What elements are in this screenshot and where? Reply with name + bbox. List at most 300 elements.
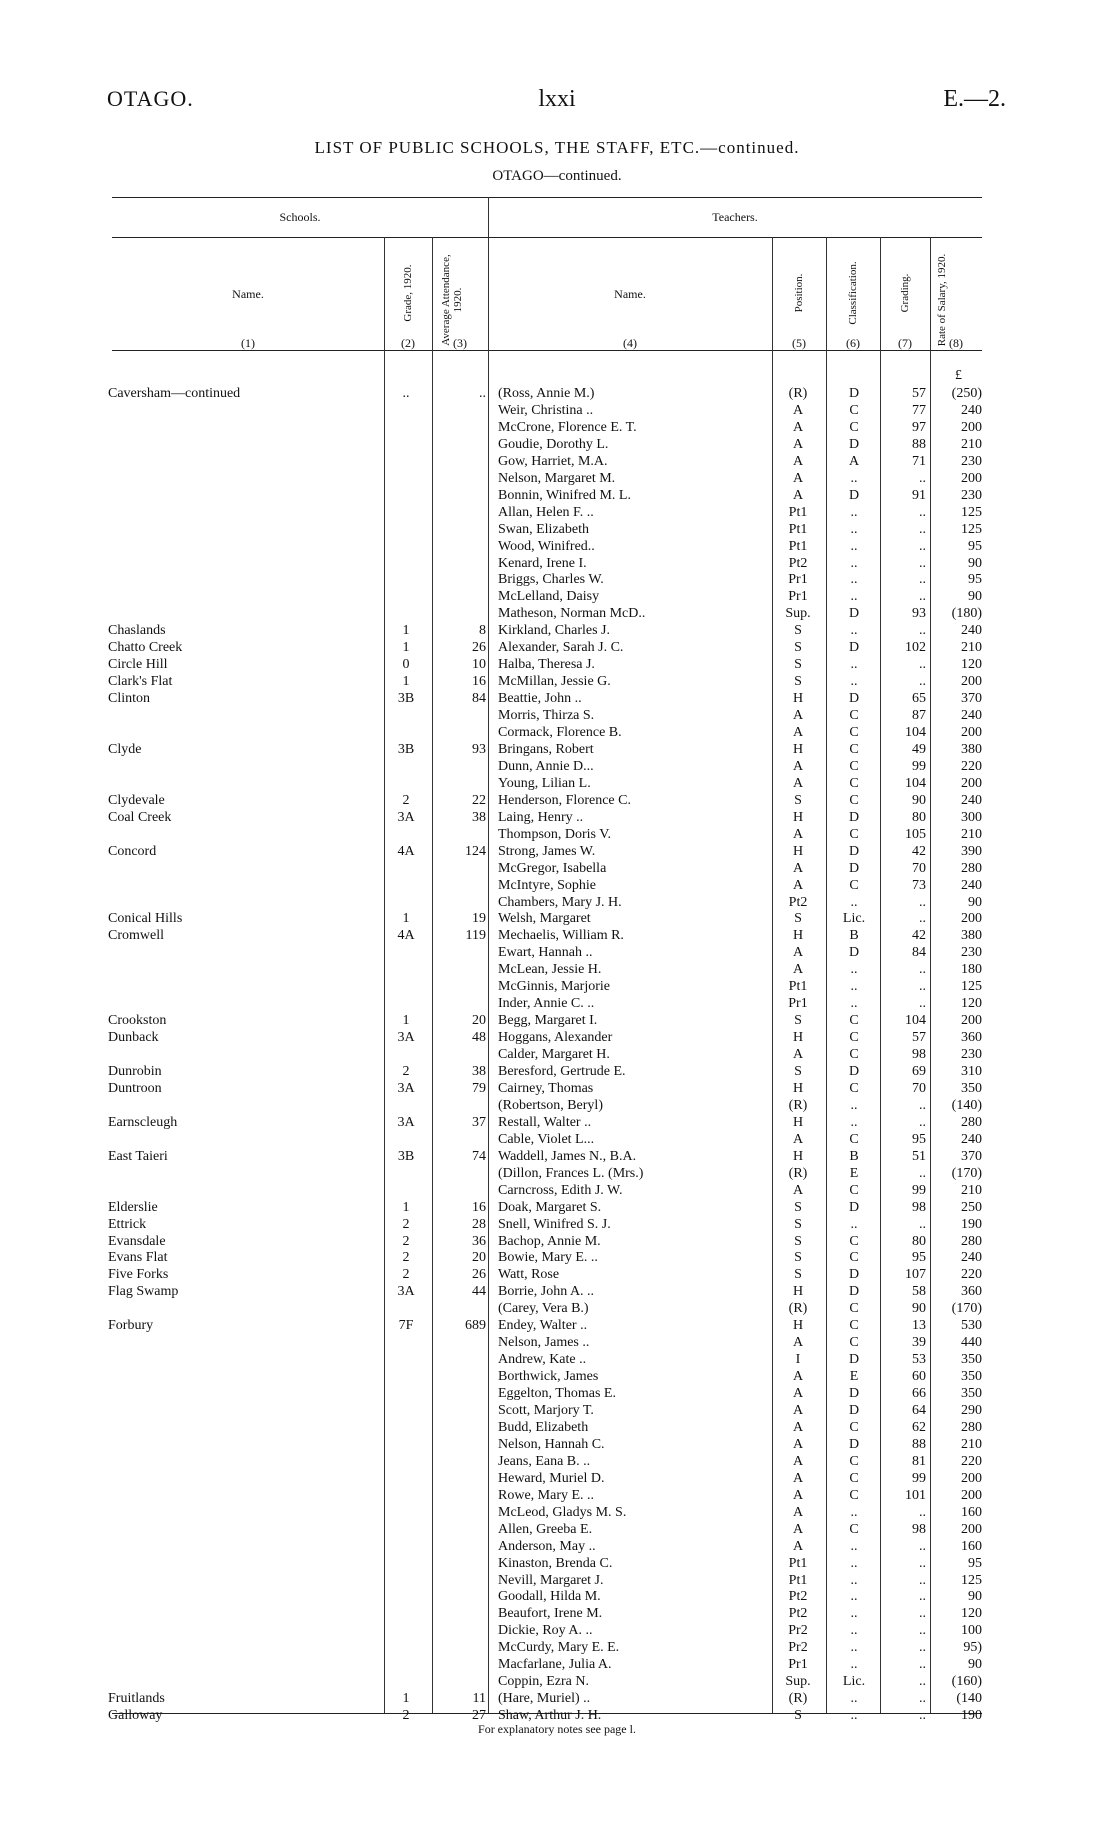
salary-rate: 240: [961, 402, 982, 418]
teacher-grading: ..: [919, 1216, 926, 1232]
table-row: [0, 1097, 1114, 1114]
teacher-grading: ..: [919, 962, 926, 978]
teacher-grading: 101: [905, 1487, 926, 1503]
school-name: Crookston: [108, 1013, 167, 1029]
teacher-classification: ..: [850, 962, 858, 978]
salary-rate: 370: [961, 1148, 982, 1164]
teacher-name: Alexander, Sarah J. C.: [498, 640, 624, 656]
salary-rate: 280: [961, 1114, 982, 1130]
teacher-position: A: [792, 402, 804, 418]
column-number-5: (5): [792, 336, 806, 350]
teacher-classification: C: [849, 1047, 859, 1063]
school-name: Evansdale: [108, 1233, 166, 1249]
teacher-classification: C: [849, 725, 859, 740]
teacher-grading: 70: [912, 1080, 926, 1096]
teacher-grading: ..: [919, 1640, 926, 1656]
teacher-classification: A: [848, 453, 860, 469]
salary-rate: 240: [961, 623, 982, 639]
teacher-name: Nelson, James ..: [498, 1335, 590, 1351]
teacher-classification: C: [849, 1487, 859, 1503]
salary-rate: 290: [961, 1403, 982, 1418]
average-attendance: 22: [472, 792, 486, 808]
teacher-grading: ..: [919, 1114, 926, 1130]
table-row: [0, 622, 1114, 639]
teacher-grading: ..: [919, 674, 926, 690]
salary-rate: 240: [961, 877, 982, 893]
table-row: [0, 1266, 1114, 1283]
teacher-grading: 13: [912, 1318, 926, 1334]
teacher-grading: ..: [919, 470, 926, 486]
teacher-grading: ..: [919, 1691, 926, 1707]
teacher-classification: C: [849, 1301, 859, 1317]
column-header-classification: Classification.: [847, 261, 859, 325]
table-row: [0, 1419, 1114, 1436]
table-row: [0, 724, 1114, 741]
table-row: [0, 1521, 1114, 1538]
teacher-name: Watt, Rose: [498, 1267, 560, 1283]
teacher-grading: 95: [912, 1131, 926, 1147]
salary-rate: 220: [961, 758, 982, 774]
teacher-name: (Hare, Muriel) ..: [498, 1691, 591, 1707]
teacher-name: Shaw, Arthur J. H.: [498, 1708, 602, 1724]
school-grade: 1: [402, 911, 410, 927]
teacher-position: A: [792, 758, 804, 774]
teacher-name: Halba, Theresa J.: [498, 657, 595, 673]
page-number: lxxi: [538, 86, 576, 112]
teacher-classification: E: [849, 1165, 859, 1181]
teacher-position: S: [794, 623, 802, 639]
school-name: East Taieri: [108, 1148, 168, 1164]
teacher-name: Strong, James W.: [498, 843, 596, 859]
table-row: [0, 1131, 1114, 1148]
teacher-name: Endey, Walter ..: [498, 1318, 588, 1334]
teacher-classification: C: [849, 775, 859, 791]
teacher-grading: 99: [912, 1470, 926, 1486]
salary-rate: 280: [961, 860, 982, 876]
teacher-classification: C: [849, 758, 859, 774]
teacher-grading: ..: [919, 911, 926, 927]
footnote: For explanatory notes see page l.: [478, 1722, 636, 1736]
teacher-grading: 80: [912, 1233, 926, 1249]
table-row: [0, 690, 1114, 707]
average-attendance: 11: [472, 1691, 486, 1707]
salary-rate: 240: [961, 708, 982, 724]
average-attendance: 689: [465, 1318, 486, 1334]
teacher-grading: ..: [919, 1555, 926, 1571]
teacher-grading: 42: [912, 843, 926, 859]
table-top-rule: [112, 197, 982, 198]
teacher-name: Cairney, Thomas: [498, 1080, 594, 1096]
teacher-name: Gow, Harriet, M.A.: [498, 453, 608, 469]
salary-rate: 210: [961, 826, 982, 842]
teacher-name: Cormack, Florence B.: [498, 725, 622, 740]
table-row: [0, 1622, 1114, 1639]
teacher-position: H: [792, 1030, 804, 1046]
teacher-name: Nevill, Margaret J.: [498, 1572, 604, 1588]
teacher-position: S: [794, 674, 802, 690]
teacher-name: McLelland, Daisy: [498, 589, 600, 605]
salary-rate: 200: [961, 911, 982, 927]
teacher-classification: C: [849, 419, 859, 435]
teacher-grading: 84: [912, 945, 926, 961]
salary-rate: 240: [961, 792, 982, 808]
teacher-name: McLean, Jessie H.: [498, 962, 602, 978]
salary-rate: 350: [961, 1080, 982, 1096]
salary-rate: 200: [961, 674, 982, 690]
average-attendance: 20: [472, 1013, 486, 1029]
salary-rate: 350: [961, 1386, 982, 1402]
table-row: [0, 758, 1114, 775]
teacher-position: A: [792, 826, 804, 842]
salary-rate: 200: [961, 1470, 982, 1486]
teacher-position: A: [792, 1436, 804, 1452]
table-row: [0, 1182, 1114, 1199]
average-attendance: 16: [472, 674, 486, 690]
table-row: [0, 792, 1114, 809]
teacher-name: Allen, Greeba E.: [498, 1521, 593, 1537]
teacher-position: H: [792, 691, 804, 707]
salary-rate: 120: [961, 1606, 982, 1622]
teacher-classification: ..: [850, 1589, 858, 1605]
salary-rate: 210: [961, 1182, 982, 1198]
column-number-7: (7): [898, 336, 912, 350]
table-row: [0, 1351, 1114, 1368]
salary-rate: 95: [968, 572, 982, 588]
school-grade: 1: [402, 1691, 410, 1707]
salary-rate: 90: [968, 589, 982, 605]
teacher-name: Waddell, James N., B.A.: [498, 1148, 637, 1164]
teacher-position: H: [792, 1148, 804, 1164]
table-row: [0, 809, 1114, 826]
teacher-classification: C: [849, 1419, 859, 1435]
teacher-grading: 64: [912, 1403, 926, 1418]
teacher-name: Andrew, Kate ..: [498, 1352, 587, 1368]
teacher-position: S: [794, 1267, 802, 1283]
average-attendance: 124: [465, 843, 486, 859]
table-row: [0, 419, 1114, 436]
salary-rate: 240: [961, 1131, 982, 1147]
average-attendance: 38: [472, 809, 486, 825]
teacher-position: A: [792, 1403, 804, 1418]
teacher-position: S: [794, 1064, 802, 1079]
teacher-classification: ..: [850, 1691, 858, 1707]
table-row: [0, 1436, 1114, 1453]
teacher-classification: C: [849, 877, 859, 893]
teacher-classification: B: [849, 928, 859, 944]
table-row: [0, 1199, 1114, 1216]
table-row: [0, 843, 1114, 860]
teacher-classification: C: [849, 741, 859, 757]
teacher-name: Coppin, Ezra N.: [498, 1674, 589, 1690]
salary-rate: 390: [961, 843, 982, 859]
school-name: Fruitlands: [108, 1691, 165, 1707]
salary-rate: 200: [961, 1487, 982, 1503]
salary-rate: 190: [961, 1216, 982, 1232]
school-grade: 2: [402, 1267, 410, 1283]
teacher-classification: D: [848, 809, 860, 825]
teacher-position: Pr2: [788, 1640, 808, 1656]
currency-symbol: £: [955, 368, 962, 383]
average-attendance: 74: [472, 1148, 486, 1164]
teacher-classification: C: [849, 708, 859, 724]
teacher-name: Young, Lilian L.: [498, 775, 591, 791]
teacher-classification: ..: [850, 979, 858, 995]
teacher-grading: ..: [919, 572, 926, 588]
teacher-classification: ..: [850, 1657, 858, 1673]
teacher-grading: ..: [919, 555, 926, 571]
teacher-grading: ..: [919, 1674, 926, 1690]
teacher-position: Pt1: [788, 979, 808, 995]
teacher-classification: Lic.: [842, 1674, 866, 1690]
average-attendance: 79: [472, 1080, 486, 1096]
teacher-grading: ..: [919, 538, 926, 554]
salary-rate: 370: [961, 691, 982, 707]
teacher-position: Pt2: [788, 894, 808, 910]
teacher-classification: C: [849, 1030, 859, 1046]
column-number-3: (3): [453, 336, 467, 350]
teacher-name: Doak, Margaret S.: [498, 1199, 602, 1215]
teacher-name: Cable, Violet L...: [498, 1131, 595, 1147]
teacher-grading: 65: [912, 691, 926, 707]
salary-rate: 125: [961, 1572, 982, 1588]
teacher-position: A: [792, 487, 804, 503]
table-row: [0, 1402, 1114, 1419]
school-name: Forbury: [108, 1318, 154, 1334]
table-row: [0, 877, 1114, 894]
average-attendance: 10: [472, 657, 486, 673]
table-row: [0, 1639, 1114, 1656]
teacher-grading: 57: [912, 1030, 926, 1046]
salary-rate: 240: [961, 1250, 982, 1266]
salary-rate: 210: [961, 1436, 982, 1452]
teacher-grading: 90: [912, 792, 926, 808]
teacher-grading: 104: [905, 725, 926, 740]
teacher-grading: ..: [919, 1165, 926, 1181]
school-name: Duntroon: [108, 1080, 162, 1096]
salary-rate: 95: [968, 1555, 982, 1571]
teacher-position: Pr2: [788, 1623, 808, 1639]
teacher-name: McLeod, Gladys M. S.: [498, 1504, 627, 1520]
teacher-grading: 81: [912, 1453, 926, 1469]
teacher-position: A: [792, 453, 804, 469]
table-row: [0, 436, 1114, 453]
teacher-name: (Carey, Vera B.): [498, 1301, 589, 1317]
teacher-grading: 97: [912, 419, 926, 435]
teacher-classification: ..: [850, 674, 858, 690]
teacher-grading: 62: [912, 1419, 926, 1435]
teacher-name: Carncross, Edith J. W.: [498, 1182, 623, 1198]
table-row: [0, 927, 1114, 944]
average-attendance: 119: [465, 928, 486, 944]
salary-rate: 125: [961, 979, 982, 995]
table-row: [0, 521, 1114, 538]
teacher-name: (Ross, Annie M.): [498, 386, 595, 401]
column-header-grade: Grade, 1920.: [402, 264, 414, 322]
table-row: [0, 1690, 1114, 1707]
teacher-name: Ewart, Hannah ..: [498, 945, 593, 961]
teacher-classification: Lic.: [842, 911, 866, 927]
teacher-name: Nelson, Margaret M.: [498, 470, 616, 486]
teacher-position: A: [792, 1369, 804, 1385]
teacher-position: A: [792, 775, 804, 791]
salary-rate: 200: [961, 725, 982, 740]
teacher-grading: 87: [912, 708, 926, 724]
teacher-grading: ..: [919, 1623, 926, 1639]
table-row: [0, 1317, 1114, 1334]
teacher-name: (Dillon, Frances L. (Mrs.): [498, 1165, 644, 1181]
school-grade: 4A: [397, 928, 415, 944]
teacher-position: Pr1: [788, 572, 808, 588]
teacher-position: Pt1: [788, 1555, 808, 1571]
teacher-name: Chambers, Mary J. H.: [498, 894, 622, 910]
salary-rate: (170): [951, 1301, 982, 1317]
teacher-grading: ..: [919, 1538, 926, 1554]
school-grade: 2: [402, 1216, 410, 1232]
salary-rate: 380: [961, 741, 982, 757]
average-attendance: 19: [472, 911, 486, 927]
teacher-grading: 88: [912, 1436, 926, 1452]
teacher-name: Goudie, Dorothy L.: [498, 436, 609, 452]
table-row: [0, 470, 1114, 487]
teacher-name: Rowe, Mary E. ..: [498, 1487, 595, 1503]
school-grade: 1: [402, 674, 410, 690]
teacher-classification: ..: [850, 521, 858, 537]
salary-rate: 250: [961, 1199, 982, 1215]
table-row: [0, 1165, 1114, 1182]
teacher-classification: C: [849, 1318, 859, 1334]
teacher-classification: D: [848, 436, 860, 452]
salary-rate: 125: [961, 521, 982, 537]
table-row: [0, 538, 1114, 555]
teacher-name: Snell, Winifred S. J.: [498, 1216, 611, 1232]
average-attendance: 37: [472, 1114, 486, 1130]
teacher-name: McGinnis, Marjorie: [498, 979, 610, 995]
teacher-classification: ..: [850, 589, 858, 605]
teacher-position: (R): [788, 1691, 808, 1707]
table-row: [0, 1385, 1114, 1402]
teacher-grading: 104: [905, 775, 926, 791]
teacher-grading: 58: [912, 1284, 926, 1300]
salary-rate: 530: [961, 1318, 982, 1334]
teacher-grading: ..: [919, 1606, 926, 1622]
page-subtitle: OTAGO—continued.: [492, 168, 622, 184]
teacher-grading: ..: [919, 521, 926, 537]
teacher-position: H: [792, 843, 804, 859]
average-attendance: 36: [472, 1233, 486, 1249]
teacher-classification: ..: [850, 1623, 858, 1639]
teacher-classification: B: [849, 1148, 859, 1164]
teacher-classification: D: [848, 386, 860, 401]
teacher-classification: E: [849, 1369, 859, 1385]
school-name: Caversham—continued: [108, 386, 241, 401]
teacher-grading: 93: [912, 606, 926, 622]
teacher-position: A: [792, 1453, 804, 1469]
salary-rate: 310: [961, 1064, 982, 1079]
teacher-classification: ..: [850, 1606, 858, 1622]
teacher-grading: 95: [912, 1250, 926, 1266]
teacher-grading: 73: [912, 877, 926, 893]
table-row: [0, 1114, 1114, 1131]
teacher-classification: D: [848, 640, 860, 656]
teacher-name: Begg, Margaret I.: [498, 1013, 598, 1029]
teacher-classification: C: [849, 1080, 859, 1096]
teacher-position: Pt1: [788, 521, 808, 537]
teacher-position: A: [792, 1419, 804, 1435]
teacher-position: A: [792, 1538, 804, 1554]
teacher-classification: ..: [850, 1538, 858, 1554]
teacher-position: H: [792, 741, 804, 757]
teacher-position: A: [792, 436, 804, 452]
teacher-classification: C: [849, 1250, 859, 1266]
table-row: [0, 1656, 1114, 1673]
teacher-position: A: [792, 1131, 804, 1147]
teacher-grading: ..: [919, 1589, 926, 1605]
teacher-grading: 70: [912, 860, 926, 876]
table-row: [0, 656, 1114, 673]
teacher-name: Jeans, Eana B. ..: [498, 1453, 591, 1469]
column-header-teacher-name: Name.: [614, 287, 646, 301]
column-number-4: (4): [623, 336, 637, 350]
teacher-grading: 42: [912, 928, 926, 944]
page-header-left: OTAGO.: [107, 86, 194, 111]
table-row: [0, 961, 1114, 978]
school-name: Clark's Flat: [108, 674, 173, 690]
teacher-name: Hoggans, Alexander: [498, 1030, 613, 1046]
teacher-classification: ..: [850, 1555, 858, 1571]
teacher-name: Heward, Muriel D.: [498, 1470, 605, 1486]
table-row: [0, 504, 1114, 521]
table-row: [0, 673, 1114, 690]
salary-rate: (180): [951, 606, 982, 622]
teacher-grading: ..: [919, 979, 926, 995]
teacher-classification: D: [848, 945, 860, 961]
table-row: [0, 775, 1114, 792]
teacher-position: S: [794, 1199, 802, 1215]
teacher-classification: C: [849, 826, 859, 842]
table-row: [0, 978, 1114, 995]
teacher-grading: ..: [919, 996, 926, 1012]
teacher-position: Pr1: [788, 1657, 808, 1673]
salary-rate: 160: [961, 1504, 982, 1520]
teacher-grading: 90: [912, 1301, 926, 1317]
teacher-grading: 51: [912, 1148, 926, 1164]
salary-rate: 120: [961, 996, 982, 1012]
teacher-grading: 80: [912, 809, 926, 825]
group-header-schools: Schools.: [279, 210, 321, 224]
school-name: Elderslie: [108, 1199, 158, 1215]
column-header-position: Position.: [793, 273, 805, 313]
teacher-name: Bowie, Mary E. ..: [498, 1250, 598, 1266]
teacher-grading: 98: [912, 1047, 926, 1063]
teacher-position: A: [792, 1521, 804, 1537]
table-row: [0, 741, 1114, 758]
teacher-name: Kenard, Irene I.: [498, 555, 587, 571]
salary-rate: 200: [961, 419, 982, 435]
teacher-classification: C: [849, 1453, 859, 1469]
teacher-position: H: [792, 928, 804, 944]
salary-rate: 230: [961, 487, 982, 503]
average-attendance: 8: [479, 623, 486, 639]
teacher-position: Pt1: [788, 504, 808, 520]
teacher-position: A: [792, 725, 804, 740]
teacher-name: Bringans, Robert: [498, 741, 594, 757]
school-name: Evans Flat: [108, 1250, 168, 1266]
teacher-name: Henderson, Florence C.: [498, 792, 631, 808]
teacher-name: Weir, Christina ..: [498, 402, 594, 418]
table-row: [0, 1453, 1114, 1470]
teacher-classification: D: [848, 487, 860, 503]
table-row: [0, 402, 1114, 419]
